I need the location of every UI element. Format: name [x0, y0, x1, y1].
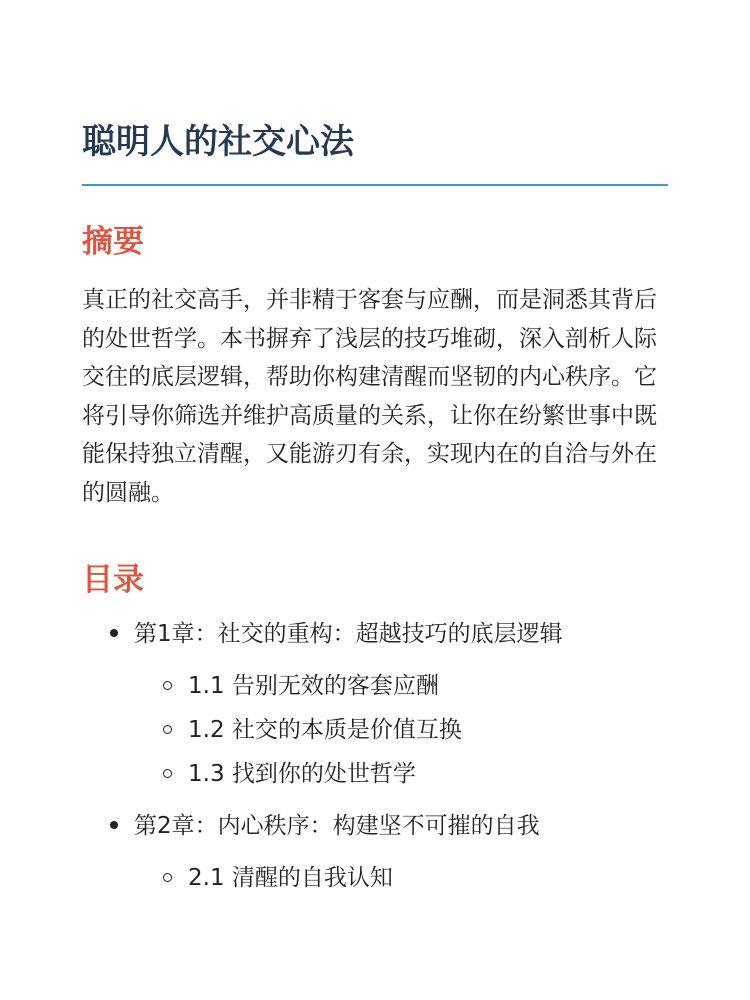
- section-1-3-title: 1.3 找到你的处世哲学: [188, 761, 416, 787]
- filled-bullet-icon: [110, 821, 118, 829]
- chapter-2-title: 第2章：内心秩序：构建坚不可摧的自我: [134, 813, 540, 839]
- hollow-bullet-icon: [163, 769, 172, 778]
- hollow-bullet-icon: [163, 725, 172, 734]
- toc-chapter-1: [82, 612, 668, 796]
- chapter-1-title: 第1章：社交的重构：超越技巧的底层逻辑: [134, 621, 563, 647]
- toc-section-1-2: [134, 708, 668, 752]
- section-2-1-title: 2.1 清醒的自我认知: [188, 865, 393, 891]
- abstract-heading: 摘要: [82, 224, 144, 260]
- toc-section-1-3: [134, 752, 668, 796]
- chapter-2-sections: [134, 856, 668, 900]
- filled-bullet-icon: [110, 629, 118, 637]
- section-1-2-title: 1.2 社交的本质是价值互换: [188, 717, 462, 743]
- abstract-text: 真正的社交高手，并非精于客套与应酬，而是洞悉其背后的处世哲学。本书摒弃了浅层的技巧堆砌，深入剖析人际交往的底层逻辑，帮助你构建清醒而坚韧的内心秩序。它将引导你筛选并维护高质量的关系，让你在纷繁世事中既能保持独立清醒，又能游刃有余，实现内在的自洽与外在的圆融。: [82, 287, 657, 506]
- section-1-1-title: 1.1 告别无效的客套应酬: [188, 673, 439, 699]
- hollow-bullet-icon: [163, 873, 172, 882]
- toc-section-1-1: [134, 664, 668, 708]
- document-title: 聪明人的社交心法: [82, 122, 354, 162]
- table-of-contents: [82, 612, 668, 900]
- chapter-1-sections: [134, 664, 668, 796]
- toc-heading: 目录: [82, 562, 144, 598]
- toc-section-2-1: [134, 856, 668, 900]
- toc-chapter-2: [82, 804, 668, 900]
- title-divider: [82, 184, 668, 186]
- hollow-bullet-icon: [163, 681, 172, 690]
